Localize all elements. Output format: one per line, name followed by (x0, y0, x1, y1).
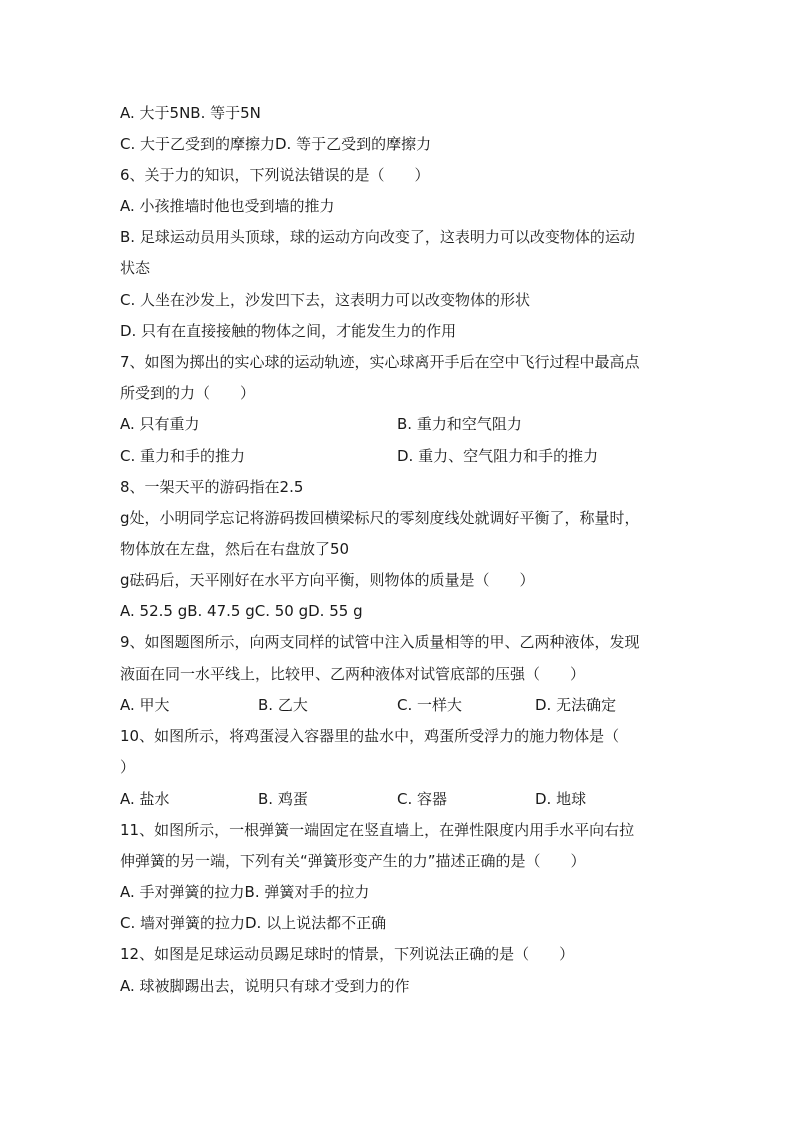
q12-option-a: A. 球被脚踢出去，说明只有球才受到力的作 (120, 977, 410, 995)
q10-option-a: A. 盐水 (120, 790, 170, 808)
q7-stem-cont: 所受到的力（ ） (120, 384, 256, 402)
q9-option-a: A. 甲大 (120, 696, 170, 714)
q7-option-d: D. 重力、空气阻力和手的推力 (397, 447, 599, 465)
q10-stem: 10、如图所示，将鸡蛋浸入容器里的盐水中，鸡蛋所受浮力的施力物体是（ (120, 727, 620, 745)
q7-stem: 7、如图为掷出的实心球的运动轨迹，实心球离开手后在空中飞行过程中最高点 (120, 353, 640, 371)
q5-options-ab: A. 大于5NB. 等于5N (120, 104, 261, 122)
q6-option-d: D. 只有在直接接触的物体之间，才能发生力的作用 (120, 322, 457, 340)
q10-stem-cont: ） (120, 758, 136, 776)
q10-option-b: B. 鸡蛋 (258, 790, 308, 808)
q9-option-b: B. 乙大 (258, 696, 308, 714)
q11-stem-cont: 伸弹簧的另一端，下列有关“弹簧形变产生的力”描述正确的是（ ） (120, 852, 586, 870)
q5-options-cd: C. 大于乙受到的摩擦力D. 等于乙受到的摩擦力 (120, 135, 432, 153)
q9-option-c: C. 一样大 (397, 696, 463, 714)
q11-options-cd: C. 墙对弹簧的拉力D. 以上说法都不正确 (120, 914, 387, 932)
q12-stem: 12、如图是足球运动员踢足球时的情景，下列说法正确的是（ ） (120, 945, 575, 963)
q7-option-a: A. 只有重力 (120, 415, 200, 433)
q6-option-c: C. 人坐在沙发上，沙发凹下去，这表明力可以改变物体的形状 (120, 291, 531, 309)
q6-option-a: A. 小孩推墙时他也受到墙的推力 (120, 197, 335, 215)
q10-option-d: D. 地球 (535, 790, 587, 808)
q8-stem-cont-3: g砝码后，天平刚好在水平方向平衡，则物体的质量是（ ） (120, 571, 535, 589)
q8-options: A. 52.5 gB. 47.5 gC. 50 gD. 55 g (120, 602, 363, 620)
q8-stem-cont-2: 物体放在左盘，然后在右盘放了50 (120, 540, 350, 558)
q11-stem: 11、如图所示，一根弹簧一端固定在竖直墙上，在弹性限度内用手水平向右拉 (120, 821, 635, 839)
q7-option-c: C. 重力和手的推力 (120, 447, 246, 465)
q8-stem-cont-1: g处，小明同学忘记将游码拨回横梁标尺的零刻度线处就调好平衡了，称量时， (120, 509, 640, 527)
q7-option-b: B. 重力和空气阻力 (397, 415, 522, 433)
q9-stem-cont: 液面在同一水平线上，比较甲、乙两种液体对试管底部的压强（ ） (120, 665, 586, 683)
q11-options-ab: A. 手对弹簧的拉力B. 弹簧对手的拉力 (120, 883, 370, 901)
q6-option-b: B. 足球运动员用头顶球，球的运动方向改变了，这表明力可以改变物体的运动 (120, 228, 635, 246)
q9-stem: 9、如图题图所示，向两支同样的试管中注入质量相等的甲、乙两种液体，发现 (120, 633, 640, 651)
q8-stem: 8、一架天平的游码指在2.5 (120, 478, 304, 496)
q10-option-c: C. 容器 (397, 790, 448, 808)
q6-stem: 6、关于力的知识，下列说法错误的是（ ） (120, 166, 430, 184)
q6-option-b-cont: 状态 (120, 259, 151, 277)
q9-option-d: D. 无法确定 (535, 696, 617, 714)
